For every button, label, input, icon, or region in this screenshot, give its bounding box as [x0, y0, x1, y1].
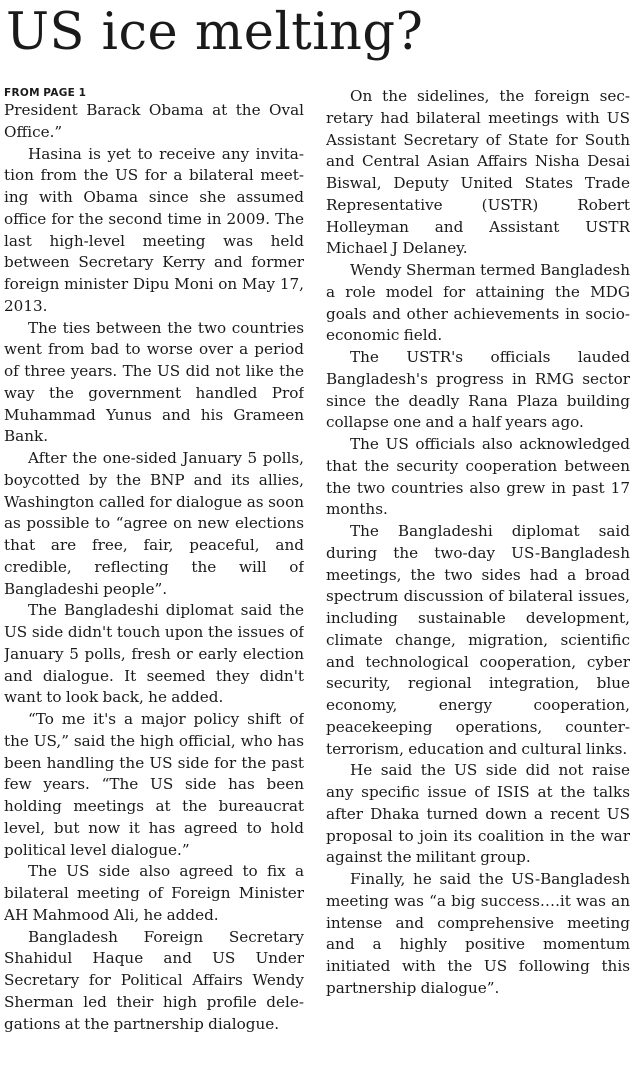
paragraph: The ties between the two countries went from bad to worse over a period of three years. The US did not like the way the government handled Prof Muhammad Yunus and his Grameen Bank.: [4, 318, 304, 446]
paragraph: President Barack Obama at the Oval Office.”: [4, 101, 304, 141]
paragraph: “To me it's a major policy shift of the US,” said the high official, who has been handling the US side for the past few years. “The US side has been holding meetings at the bureaucrat level, but now it has agreed to hold political level dialogue.”: [4, 710, 304, 859]
right-column: [326, 86, 630, 1071]
left-column-body: [4, 86, 304, 1035]
headline: US ice melting?: [6, 3, 424, 62]
left-column: [4, 86, 304, 1071]
paragraph: He said the US side did not raise any specific issue of ISIS at the talks after Dhaka turned down a recent US proposal to join its coalition in the war against the militant group.: [326, 761, 630, 867]
paragraph: Bangladesh Foreign Secretary Shahidul Haque and US Under Secretary for Political Affairs Wendy Sherman led their high profile delegations at the partnership dialogue.: [4, 927, 304, 1033]
paragraph: Hasina is yet to receive any invitation from the US for a bilateral meeting with Obama since she assumed office for the second time in 2009. The last high-level meeting was held between Secretary Kerry and former foreign minister Dipu Moni on May 17, 2013.: [4, 144, 304, 315]
paragraph: The Bangladeshi diplomat said the US side didn't touch upon the issues of January 5 polls, fresh or early election and dialogue. It seemed they didn't want to look back, he added.: [4, 601, 304, 707]
paragraph: The Bangladeshi diplomat said during the two-day US-Bangladesh meetings, the two sides had a broad spectrum discussion of bilateral issues, including sustainable development, climate change, migration, scientific and technological cooperation, cyber security, regional integration, blue economy, energy cooperation, peacekeeping operations, counter-terrorism, education and cultural links.: [326, 522, 630, 758]
paragraph: The USTR's officials lauded Bangladesh's progress in RMG sector since the deadly Rana Plaza building collapse one and a half years ago.: [326, 348, 630, 432]
kicker-from-page: FROM PAGE 1: [4, 87, 87, 99]
right-column-body: [326, 86, 630, 1000]
paragraph: Wendy Sherman termed Bangladesh a role model for attaining the MDG goals and other achievements in socio-economic field.: [326, 261, 630, 345]
paragraph: On the sidelines, the foreign secretary had bilateral meetings with US Assistant Secretary of State for South and Central Asian Affairs Nisha Desai Biswal, Deputy United States Trade Representative (USTR) Robert Holleyman and Assistant USTR Michael J Delaney.: [326, 87, 630, 258]
paragraph: The US officials also acknowledged that the security cooperation between the two countries also grew in past 17 months.: [326, 435, 630, 519]
paragraph: After the one-sided January 5 polls, boycotted by the BNP and its allies, Washington called for dialogue as soon as possible to “agree on new elections that are free, fair, peaceful, and credible, reflecting the will of Bangladeshi people”.: [4, 449, 304, 598]
article-columns: [4, 86, 630, 1071]
paragraph: Finally, he said the US-Bangladesh meeting was “a big success….it was an intense and comprehensive meeting and a highly positive momentum initiated with the US following this partnership dialogue”.: [326, 870, 630, 997]
paragraph: The US side also agreed to fix a bilateral meeting of Foreign Minister AH Mahmood Ali, he added.: [4, 862, 304, 924]
